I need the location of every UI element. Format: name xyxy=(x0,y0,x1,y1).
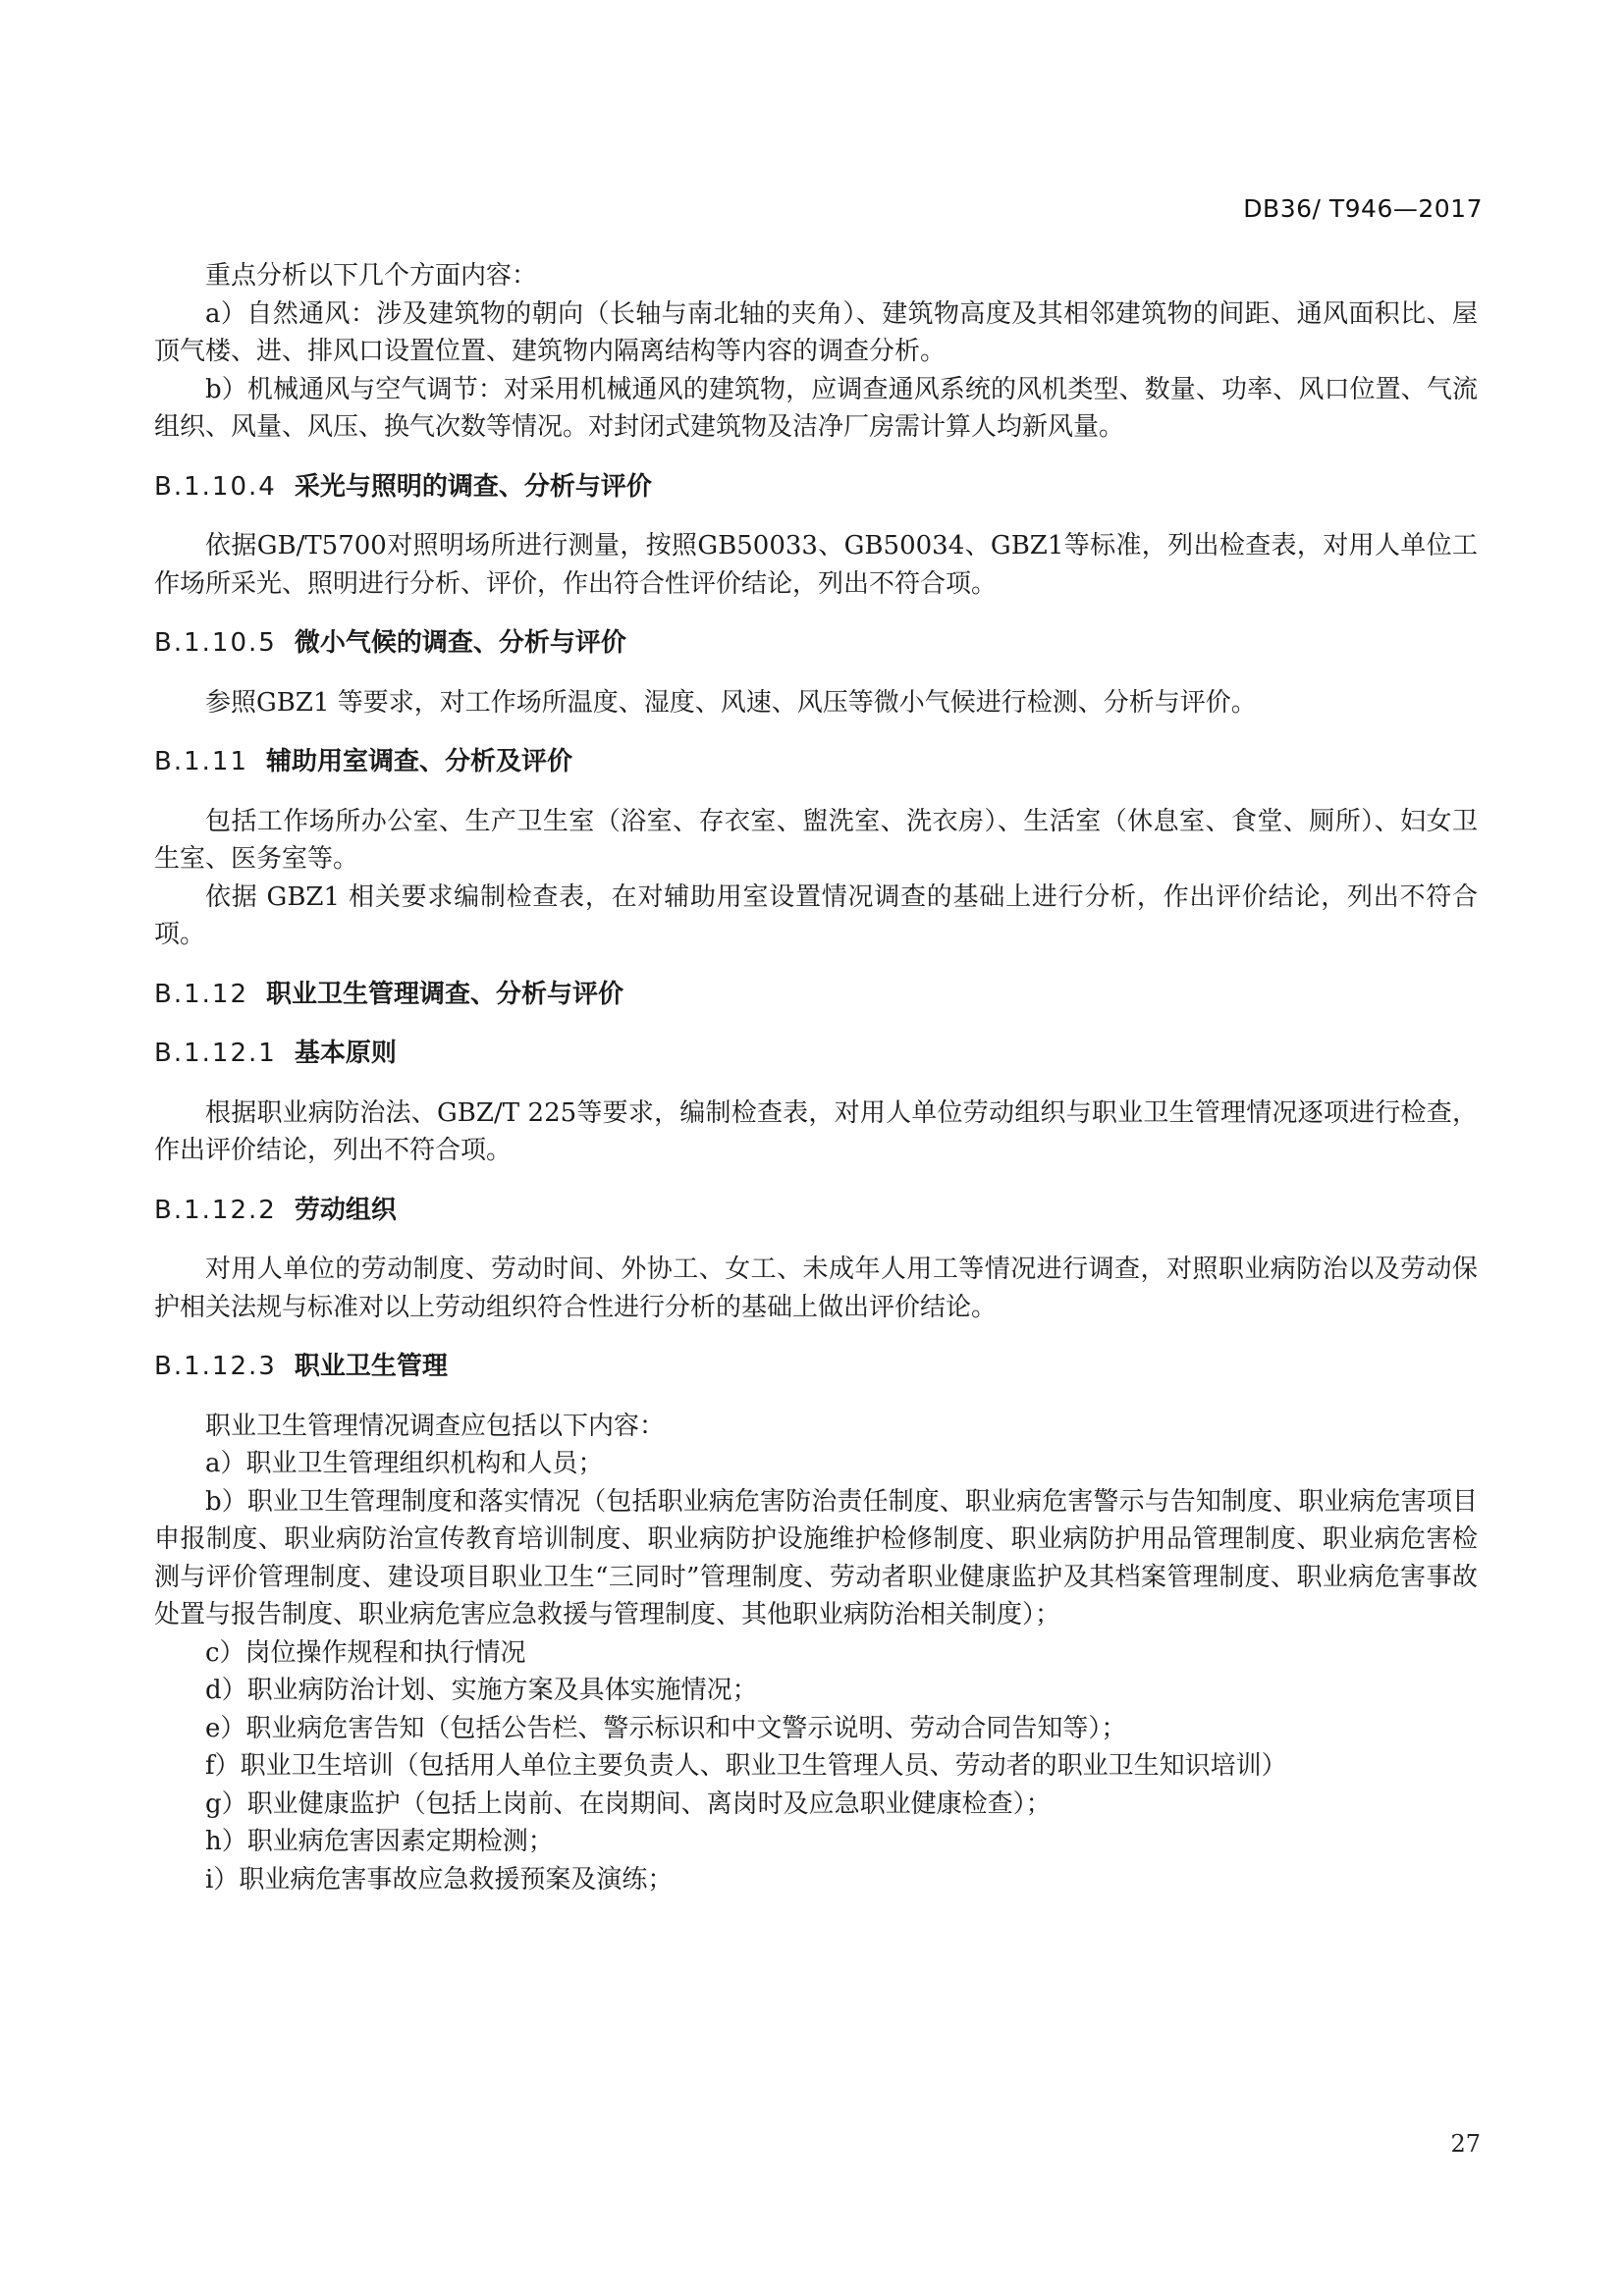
paragraph: 依据 GBZ1 相关要求编制检查表，在对辅助用室设置情况调查的基础上进行分析，作出评价结论，列出不符合项。 xyxy=(154,881,1478,949)
list-item: g）职业健康监护（包括上岗前、在岗期间、离岗时及应急职业健康检查）； xyxy=(205,1789,1052,1819)
section-heading xyxy=(154,743,1478,781)
paragraph: 对用人单位的劳动制度、劳动时间、外协工、女工、未成年人用工等情况进行调查，对照职业病防治以及劳动保护相关法规与标准对以上劳动组织符合性进行分析的基础上做出评价结论。 xyxy=(154,1255,1478,1322)
section-heading xyxy=(154,624,1478,663)
paragraph: 职业卫生管理情况调查应包括以下内容： xyxy=(205,1411,666,1441)
section-title: 职业卫生管理调查、分析与评价 xyxy=(266,979,624,1009)
list-item: i）职业病危害事故应急救援预案及演练； xyxy=(205,1864,674,1895)
section-title: 职业卫生管理 xyxy=(294,1352,448,1381)
list-item: b）职业卫生管理制度和落实情况（包括职业病危害防治责任制度、职业病危害警示与告知制度、职业病危害项目申报制度、职业病防治宣传教育培训制度、职业病防护设施维护检修制度、职业病防护用品管理制度、职业病危害检测与评价管理制度、建设项目职业卫生“三同时”管理制度、劳动者职业健康监护及其档案管理制度、职业病危害事故处置与报告制度、职业病危害应急救援与管理制度、其他职业病防治相关制度）； xyxy=(154,1486,1478,1629)
section-title: 劳动组织 xyxy=(294,1195,397,1225)
section-number: B.1.11 xyxy=(154,747,248,776)
paragraph: 依据GB/T5700对照明场所进行测量，按照GB50033、GB50034、GBZ1等标准，列出检查表，对用人单位工作场所采光、照明进行分析、评价，作出符合性评价结论，列出不符合项。 xyxy=(154,531,1478,599)
section-number: B.1.12.3 xyxy=(154,1352,277,1381)
list-item-mechanical-ventilation: b）机械通风与空气调节：对采用机械通风的建筑物，应调查通风系统的风机类型、数量、功率、风口位置、气流组织、风量、风压、换气次数等情况。对封闭式建筑物及洁净厂房需计算人均新风量。 xyxy=(154,374,1478,442)
section-number: B.1.12 xyxy=(154,979,248,1009)
section-title: 微小气候的调查、分析与评价 xyxy=(294,628,626,658)
section-number: B.1.10.4 xyxy=(154,471,277,502)
list-item: f）职业卫生培训（包括用人单位主要负责人、职业卫生管理人员、劳动者的职业卫生知识培训） xyxy=(205,1751,1287,1781)
section-heading xyxy=(154,468,1478,507)
section-number: B.1.10.5 xyxy=(154,628,277,658)
paragraph: 包括工作场所办公室、生产卫生室（浴室、存衣室、盥洗室、洗衣房）、生活室（休息室、食堂、厕所）、妇女卫生室、医务室等。 xyxy=(154,806,1478,874)
section-title: 采光与照明的调查、分析与评价 xyxy=(294,471,652,502)
list-item: d）职业病防治计划、实施方案及具体实施情况； xyxy=(205,1676,758,1705)
document-code-header: DB36/ T946—2017 xyxy=(1243,194,1483,223)
paragraph: 重点分析以下几个方面内容： xyxy=(205,261,538,291)
list-item-natural-ventilation: a）自然通风：涉及建筑物的朝向（长轴与南北轴的夹角）、建筑物高度及其相邻建筑物的间距、通风面积比、屋顶气楼、进、排风口设置位置、建筑物内隔离结构等内容的调查分析。 xyxy=(154,298,1478,366)
list-item: e）职业病危害告知（包括公告栏、警示标识和中文警示说明、劳动合同告知等）； xyxy=(205,1713,1127,1743)
list-item: c）岗位操作规程和执行情况 xyxy=(205,1637,526,1668)
document-body xyxy=(154,257,1478,1898)
section-number: B.1.12.1 xyxy=(154,1039,277,1068)
section-heading xyxy=(154,1348,1478,1386)
section-heading xyxy=(154,976,1478,1014)
section-title: 辅助用室调查、分析及评价 xyxy=(266,747,573,776)
section-heading xyxy=(154,1192,1478,1230)
paragraph: 根据职业病防治法、GBZ/T 225等要求，编制检查表，对用人单位劳动组织与职业卫生管理情况逐项进行检查，作出评价结论，列出不符合项。 xyxy=(154,1097,1478,1165)
page-number: 27 xyxy=(1450,2130,1481,2158)
section-title: 基本原则 xyxy=(294,1039,397,1068)
list-item: a）职业卫生管理组织机构和人员； xyxy=(205,1449,604,1478)
paragraph: 参照GBZ1 等要求，对工作场所温度、湿度、风速、风压等微小气候进行检测、分析与评价。 xyxy=(205,687,1257,718)
section-heading xyxy=(154,1035,1478,1073)
section-number: B.1.12.2 xyxy=(154,1195,277,1225)
list-item: h）职业病危害因素定期检测； xyxy=(205,1827,554,1856)
